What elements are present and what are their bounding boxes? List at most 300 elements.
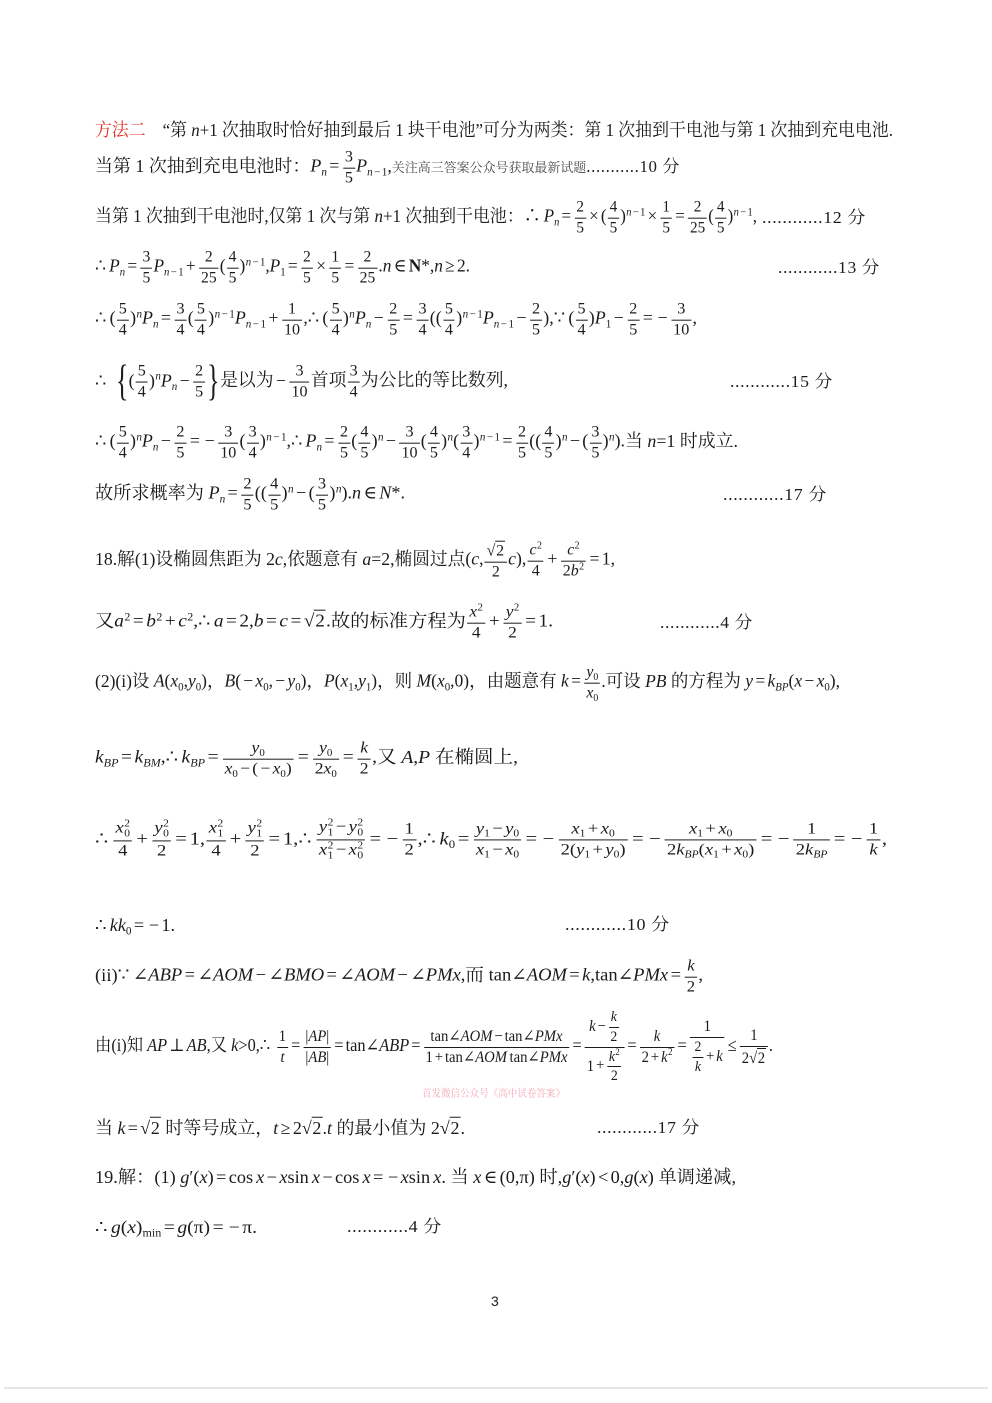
math-operator: + [721,840,732,859]
math-expression [117,1118,160,1138]
math-operator: = [175,828,187,849]
line-content [163,120,893,140]
math-operator: − [266,1166,277,1187]
subscript [164,267,184,279]
numerator [576,301,588,321]
math-identifier: k [439,828,449,849]
numerator [584,664,600,684]
fraction [627,301,639,340]
math-symbol: 0 [613,849,620,861]
denominator [685,978,697,997]
math-expression [208,474,406,514]
text-run: , [835,671,840,692]
numerator [141,249,153,269]
math-identifier: x [734,840,743,859]
text-run: (2)(i)设 [95,671,154,692]
numerator [460,424,472,444]
fraction [277,1028,288,1067]
math-symbol: ) [555,431,562,452]
math-identifier: t [280,1047,285,1066]
math-expression [401,747,430,767]
math-symbol: 1 [161,914,171,935]
math-identifier: n [164,266,170,279]
fraction [193,363,205,402]
math-operator: = [571,671,581,692]
math-symbol: ( [351,431,358,452]
math-identifier: x [586,683,594,702]
numerator [174,424,186,444]
math-symbol: 5 [303,268,311,287]
math-identifier: x [279,1166,288,1187]
fraction [313,740,339,779]
math-symbol: 0 [824,681,830,694]
score-marker: ...........10 分 [586,157,681,177]
subscript [727,829,733,840]
text-run: 当 [95,1117,118,1138]
text-run: 当 [625,431,648,452]
numerator [428,424,440,444]
math-operator: × [316,256,327,277]
math-operator: − [516,308,527,329]
math-identifier: a [213,611,224,632]
math-symbol: ) [371,671,378,692]
math-symbol: 5 [716,218,725,237]
math-symbol: 2 [456,256,466,277]
math-identifier: y [505,602,514,621]
subscript [813,850,827,861]
math-expression [114,611,331,631]
math-operator: = [627,1035,637,1056]
math-identifier: M [437,965,453,986]
math-expression [647,431,656,451]
math-symbol: ) [203,1216,211,1237]
score-marker: ............4 分 [660,612,753,632]
math-operator: = [525,828,538,849]
fraction [358,740,371,779]
math-identifier: B [103,757,112,770]
numerator [417,301,429,321]
math-expression [191,120,199,140]
line-content [95,422,738,462]
denominator [338,444,350,463]
math-identifier: P [781,681,789,694]
numerator [607,1049,621,1068]
math-identifier: x [208,818,218,837]
math-symbol: 1 [703,1017,711,1036]
superscript [734,206,753,218]
math-symbol: . [347,483,353,504]
math-symbol: , [619,1166,625,1187]
math-operator: − [228,1216,240,1237]
math-symbol: 0 [299,382,308,401]
math-operator: + [185,256,196,277]
math-symbol: , [353,671,359,692]
fraction [218,424,238,463]
math-operator: = [402,308,413,329]
math-operator: = [342,747,354,768]
math-symbol: 1 [697,828,704,840]
text-run: ,依题意有 [282,549,363,570]
math-symbol: 2 [574,540,580,552]
math-symbol: | [326,1026,330,1045]
math-identifier: n [626,206,632,219]
subscript [153,442,159,454]
math-symbol: 3 [418,299,427,318]
math-identifier: O [538,965,552,986]
math-symbol: ( [109,308,116,329]
fraction [516,424,528,463]
math-symbol: 0 [742,849,749,861]
denominator [561,562,586,581]
subscript [449,839,455,851]
math-symbol: * [391,483,401,504]
square-root [302,1117,323,1140]
therefore-symbol: ∴ [95,308,107,329]
math-symbol: ∠ [522,1026,535,1045]
math-symbol: ( [708,206,714,227]
fraction [227,249,239,288]
math-operator: = [324,431,335,452]
math-identifier: B [317,1047,327,1066]
math-operator: − [397,965,408,986]
numerator [330,301,342,321]
score-marker: ............15 分 [730,371,834,391]
math-symbol: ( [254,483,261,504]
math-identifier: k [231,1035,239,1056]
math-function: tan [488,965,512,986]
math-symbol: 2 [686,977,696,996]
math-symbol: 1 [401,443,410,462]
therefore-symbol: ∴ [422,828,436,849]
math-identifier: x [433,1166,442,1187]
therefore-symbol: ∴ [198,611,211,632]
subscript [190,758,205,770]
math-symbol: ( [600,206,607,227]
denominator [136,383,148,402]
radicand [150,1117,161,1138]
numerator [467,604,485,624]
denominator [576,321,588,340]
math-identifier: k [608,1047,616,1065]
math-operator: − [148,914,160,935]
line-content [95,662,840,704]
fraction [301,249,313,288]
math-symbol: 2 [303,247,311,266]
math-symbol: 2 [357,840,364,852]
math-symbol: ( [453,431,460,452]
fraction [358,249,377,288]
numerator [589,424,601,444]
math-symbol: 1 [220,443,229,462]
math-identifier: M [379,965,396,986]
score-marker: ............12 分 [762,207,867,227]
math-operator: = [369,828,382,849]
solution-line [95,914,175,937]
math-identifier: k [716,1047,723,1066]
fraction [348,363,360,402]
text-run: 故所求概率为 [95,483,209,504]
math-symbol: 5 [389,320,398,339]
square-root [304,610,326,633]
math-symbol: 5 [662,218,670,237]
math-symbol: 1 [673,320,682,339]
text-run: 首项 [310,370,347,391]
math-operator: = [569,965,580,986]
denominator [443,321,455,340]
math-identifier: x [436,671,445,692]
math-identifier: n [609,431,615,444]
math-symbol: 1 [282,828,294,849]
math-expression [275,549,283,569]
math-symbol: 0 [228,443,237,462]
math-operator: − [252,256,259,269]
solution-line [95,1117,465,1140]
text-run: ，由题意有 [469,671,562,692]
subscript [256,830,262,840]
math-operator: − [657,308,668,329]
math-symbol: 5 [344,168,353,187]
math-operator: − [335,817,347,836]
math-expression [416,671,470,694]
math-identifier: y [319,738,327,757]
text-run: >0, [238,1035,260,1056]
denominator [282,321,302,340]
math-operator: = [227,483,238,504]
math-symbol: , [249,611,254,632]
numerator [304,1028,331,1048]
math-symbol: ∠ [511,965,527,986]
math-symbol: π [242,1216,253,1237]
math-expression [274,361,311,401]
math-identifier: M [548,1047,561,1066]
math-expression [488,956,703,996]
math-identifier: a [362,549,372,570]
numerator [671,301,691,321]
math-identifier: k [687,956,695,975]
math-symbol: 1 [331,247,340,266]
math-identifier: P [269,256,281,277]
math-symbol: 1 [178,266,184,279]
math-identifier: k [117,1117,126,1138]
denominator [387,321,399,340]
math-symbol: π [519,1166,529,1187]
math-identifier: n [245,318,252,331]
math-symbol: 5 [317,495,327,514]
math-identifier: k [676,840,685,859]
math-operator: = [287,256,298,277]
math-symbol: 2 [666,840,677,859]
sub-superscript [217,820,223,840]
math-operator: = [334,1035,344,1056]
subscript [217,830,223,840]
denominator [152,842,171,861]
fraction [402,821,416,860]
subscript [366,319,372,331]
math-identifier: b [253,611,264,632]
math-symbol: ( [109,431,116,452]
fraction [688,199,707,238]
numerator [290,363,310,383]
math-symbol: ∠ [410,965,426,986]
denominator [400,444,420,463]
math-identifier: n [434,256,443,277]
math-identifier: n [191,119,200,140]
math-identifier: y [505,819,514,838]
math-identifier: a [114,611,124,632]
math-symbol: 4 [118,320,127,339]
math-expression [466,602,554,642]
numerator [316,476,328,496]
solution-line [95,1009,773,1085]
math-symbol: ) [620,206,626,227]
math-symbol: , [549,308,554,329]
math-symbol: 0 [681,320,690,339]
math-symbol: 2 [450,1117,460,1138]
math-symbol: ( [308,483,315,504]
text-run: 当第 1 次抽到充电电池时： [95,156,311,177]
math-symbol: ) [130,308,137,329]
subscript [484,850,490,861]
superscript [626,206,645,218]
fraction [693,1039,703,1076]
math-operator: − [494,1026,503,1045]
fraction [690,1018,724,1075]
math-symbol: 2 [195,361,204,380]
math-symbol: . [620,431,626,452]
math-operator: − [500,318,508,331]
score-marker: ............17 分 [723,484,828,504]
denominator [693,1058,703,1076]
math-symbol: 2 [217,818,224,830]
math-symbol: ( [435,308,442,329]
fraction [141,249,153,288]
fraction [241,476,253,515]
math-operator: − [569,431,580,452]
numerator [400,424,420,444]
denominator [504,624,522,643]
line-content [95,817,887,862]
subscript [259,748,264,759]
therefore-symbol: ∴ [290,431,303,452]
denominator [199,269,218,288]
math-symbol: 5 [429,443,438,462]
math-identifier: B [283,965,296,986]
fraction [222,740,293,779]
subscript [126,925,132,937]
math-symbol: 5 [339,443,348,462]
math-operator: = [411,1035,421,1056]
math-operator: − [374,166,381,179]
math-symbol: ( [529,431,536,452]
right-brace: } [207,357,220,405]
math-symbol: ) [829,671,836,692]
math-symbol: ( [252,759,259,778]
superscript [579,561,584,572]
math-symbol: 1 [327,850,334,862]
math-identifier: n [561,431,568,444]
math-identifier: P [543,206,555,227]
math-operator: + [268,308,279,329]
math-function: sin [408,1166,431,1187]
numerator [558,821,627,841]
math-identifier: k [653,1026,661,1045]
math-symbol: ( [420,431,427,452]
math-symbol: 2 [150,1117,160,1138]
math-operator: + [488,611,500,632]
math-symbol: 2 [312,1117,322,1138]
subscript [513,850,519,861]
math-symbol: 1 [260,318,267,331]
math-identifier: x [127,1216,136,1237]
math-symbol: 1 [586,1056,595,1075]
numerator [117,424,129,444]
square-root [487,541,505,561]
sub-superscript [328,818,334,838]
math-symbol: ∠ [448,1026,461,1045]
math-identifier: n [321,166,327,179]
math-symbol: 1 [291,382,300,401]
numerator [348,363,360,383]
math-symbol: ) [463,671,470,692]
math-symbol: 2 [389,299,398,318]
math-identifier: M [295,965,311,986]
math-symbol: 2 [667,1047,673,1059]
math-symbol: 2 [157,841,167,860]
math-identifier: B [159,965,171,986]
numerator [317,818,366,840]
math-symbol: π [193,1216,204,1237]
math-symbol: 3 [462,422,471,441]
math-symbol: ( [164,671,171,692]
math-expression [95,299,697,339]
math-symbol: 2 [513,602,520,614]
math-symbol: 0 [593,692,599,704]
numerator [640,1028,674,1048]
math-symbol: 1 [283,320,293,339]
math-identifier: t [326,1117,332,1138]
math-operator: = [760,828,773,849]
solution-line [95,604,553,643]
math-symbol: 1 [494,431,501,444]
math-symbol: 1 [601,549,611,570]
math-operator: = [525,611,537,632]
math-symbol: 1 [327,827,334,839]
math-symbol: 0 [726,828,733,840]
math-identifier: B [655,671,667,692]
fraction [794,821,830,860]
math-symbol: 2 [610,1027,618,1045]
math-symbol: ( [582,431,589,452]
denominator [867,841,881,860]
math-operator: − [777,828,790,849]
subscript [163,830,169,840]
math-operator: − [388,1166,399,1187]
math-symbol: 1 [484,828,490,840]
math-symbol: 4 [716,197,725,216]
math-identifier: P [820,849,828,861]
math-symbol: 2 [339,422,348,441]
math-identifier: k [109,914,118,935]
subscript [775,682,788,694]
radical-sign: √ [439,1117,450,1138]
math-symbol: 2 [430,1117,440,1138]
therefore-symbol: ∴ [307,308,320,329]
math-identifier: n [493,318,500,331]
math-identifier: x [340,671,349,692]
math-symbol: 2 [292,1117,302,1138]
fraction [740,1027,768,1068]
solution-line [95,958,703,997]
